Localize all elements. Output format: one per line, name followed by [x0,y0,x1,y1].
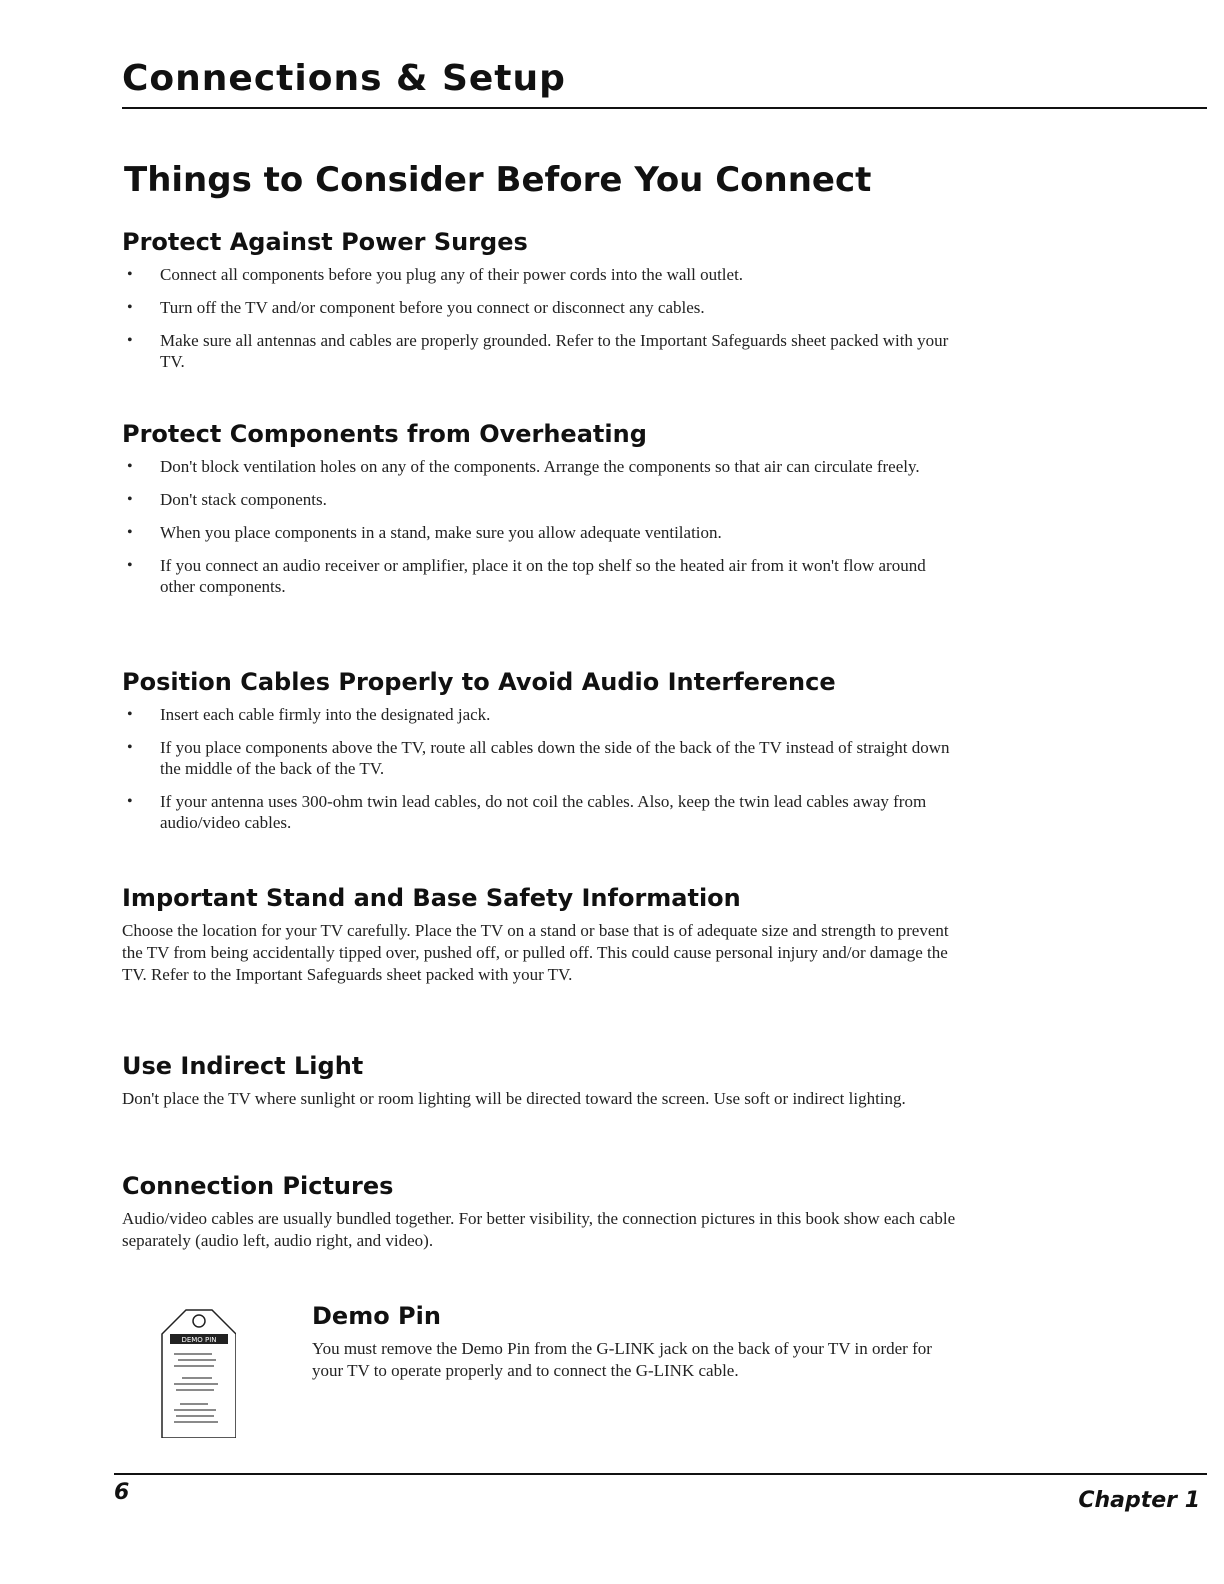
section-text: You must remove the Demo Pin from the G-LINK jack on the back of your TV in order for your TV to operate properly and to connect the G-LINK cable. [312,1339,932,1380]
list-item: • Don't block ventilation holes on any of the components. Arrange the components so that air can circulate freely. [127,457,920,476]
bullet-list [122,264,962,372]
bullet-icon: • [127,266,133,283]
demo-tag-label: DEMO PIN [181,1336,217,1344]
page-title: Things to Consider Before You Connect [124,160,872,200]
list-item: • When you place components in a stand, make sure you allow adequate ventilation. [127,523,722,542]
list-item: • If you connect an audio receiver or amplifier, place it on the top shelf so the heated air from it won't flow around other components. [127,556,926,596]
section-text: Don't place the TV where sunlight or room lighting will be directed toward the screen. Use soft or indirect lighting. [122,1089,906,1108]
section-text: Choose the location for your TV carefully. Place the TV on a stand or base that is of adequate size and strength to prevent the TV from being accidentally tipped over, pushed off, or pulled off. This could cause personal injury and/or damage the TV. Refer to the Important Safeguards sheet packed with your TV. [122,921,949,984]
bullet-icon: • [127,524,133,541]
bullet-icon: • [127,332,133,349]
bullet-icon: • [127,739,133,756]
section-cables [122,668,962,845]
section-heading: Protect Components from Overheating [122,420,647,448]
bullet-icon: • [127,793,133,810]
list-item: • If your antenna uses 300-ohm twin lead cables, do not coil the cables. Also, keep the twin lead cables away from audio/video cables. [127,792,927,832]
section-connection-pictures [122,1172,962,1252]
section-heading: Use Indirect Light [122,1052,364,1080]
page-header: Connections & Setup [122,58,566,99]
list-item: • Turn off the TV and/or component before you connect or disconnect any cables. [127,298,705,317]
bullet-icon: • [127,458,133,475]
section-demo-pin [312,1302,932,1382]
section-overheating [122,420,962,609]
list-item: • Insert each cable firmly into the designated jack. [127,705,491,724]
section-heading: Protect Against Power Surges [122,228,528,256]
footer-rule [114,1473,1207,1475]
bullet-icon: • [127,299,133,316]
bullet-icon: • [127,706,133,723]
list-item: • Make sure all antennas and cables are properly grounded. Refer to the Important Safeguards sheet packed with your TV. [127,331,949,371]
demo-pin-tag-icon [156,1308,236,1438]
section-heading: Important Stand and Base Safety Information [122,884,741,912]
bullet-icon: • [127,491,133,508]
list-item: • Connect all components before you plug any of their power cords into the wall outlet. [127,265,744,284]
section-text: Audio/video cables are usually bundled together. For better visibility, the connection pictures in this book show each cable separately (audio left, audio right, and video). [122,1209,956,1250]
header-rule [122,107,1207,109]
section-heading: Connection Pictures [122,1172,394,1200]
page-number: 6 [114,1480,130,1505]
section-heading: Demo Pin [312,1302,441,1330]
section-stand-safety [122,884,962,986]
bullet-icon: • [127,557,133,574]
section-indirect-light [122,1052,962,1110]
bullet-list [122,456,962,597]
chapter-label: Chapter 1 [1078,1488,1200,1513]
list-item: • Don't stack components. [127,490,327,509]
section-heading: Position Cables Properly to Avoid Audio Interference [122,668,836,696]
list-item: • If you place components above the TV, route all cables down the side of the back of the TV instead of straight down the middle of the back of the TV. [127,738,950,778]
bullet-list [122,704,962,833]
section-power-surges [122,228,962,384]
